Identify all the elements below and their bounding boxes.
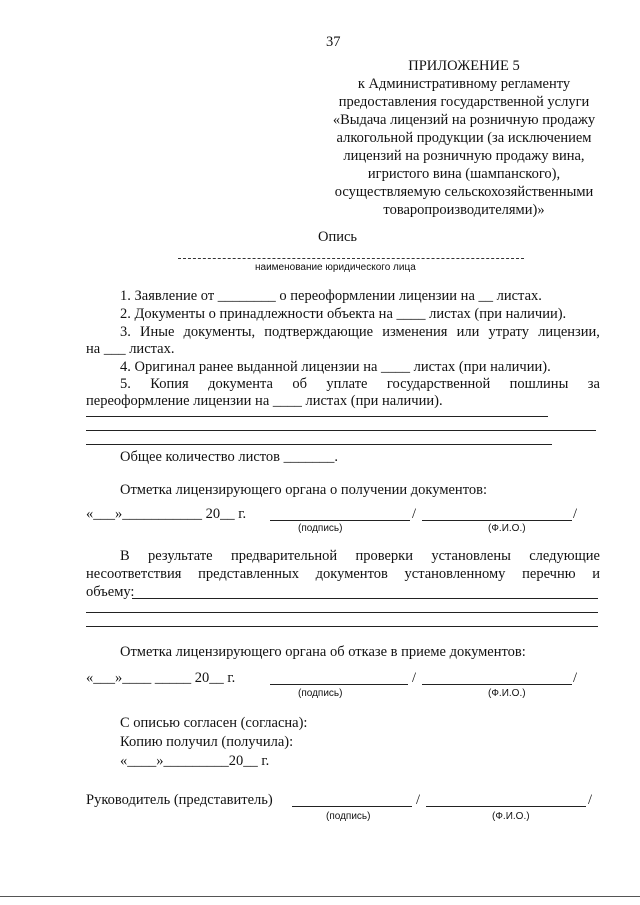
appendix-line: алкогольной продукции (за исключением — [336, 130, 592, 146]
check-line-2: несоответствия представленных документов установленному перечню и — [86, 566, 600, 582]
refusal-fio-caption: (Ф.И.О.) — [488, 688, 526, 699]
mismatch-line[interactable] — [86, 626, 598, 627]
head-label: Руководитель (представитель) — [86, 792, 273, 808]
item-4: 4. Оригинал ранее выданной лицензии на ____ листах (при наличии). — [120, 359, 551, 375]
head-end-slash: / — [588, 792, 593, 808]
receipt-date: «___»___________ 20__ г. — [86, 506, 247, 522]
item-5: 5. Копия документа об уплате государственной пошлины за — [120, 376, 600, 392]
mismatch-line[interactable] — [132, 598, 598, 599]
head-slash: / — [416, 792, 421, 808]
copy-received-text: Копию получил (получила): — [120, 734, 294, 750]
head-fio-caption: (Ф.И.О.) — [492, 811, 530, 822]
appendix-line: игристого вина (шампанского), — [367, 166, 561, 182]
receipt-end-slash: / — [573, 506, 578, 522]
appendix-line: предоставления государственной услуги — [338, 94, 590, 110]
appendix-line: к Административному регламенту — [357, 76, 571, 92]
item-5-continuation: переоформление лицензии на ____ листах (при наличии). — [86, 393, 443, 409]
head-signature-line[interactable] — [292, 806, 412, 807]
appendix-line: лицензий на розничную продажу вина, — [343, 148, 585, 164]
receipt-signature-line[interactable] — [270, 520, 410, 521]
item-3: 3. Иные документы, подтверждающие изменения или утрату лицензии, — [120, 324, 600, 340]
receipt-fio-caption: (Ф.И.О.) — [488, 523, 526, 534]
receipt-signature-caption: (подпись) — [298, 523, 343, 534]
head-fio-line[interactable] — [426, 806, 586, 807]
appendix-header — [318, 57, 610, 219]
item-1: 1. Заявление от ________ о переоформлении лицензии на __ листах. — [120, 288, 542, 304]
agreement-text: С описью согласен (согласна): — [120, 715, 308, 731]
refusal-signature-line[interactable] — [270, 684, 408, 685]
appendix-line: осуществляемую сельскохозяйственными — [334, 184, 594, 200]
total-sheets: Общее количество листов _______. — [120, 449, 339, 465]
refusal-signature-caption: (подпись) — [298, 688, 343, 699]
mismatch-line[interactable] — [86, 612, 598, 613]
refusal-fio-line[interactable] — [422, 684, 572, 685]
receipt-heading: Отметка лицензирующего органа о получении документов: — [120, 482, 487, 498]
refusal-end-slash: / — [573, 670, 578, 686]
appendix-line: товаропроизводителями)» — [383, 202, 545, 218]
appendix-title: ПРИЛОЖЕНИЕ 5 — [408, 58, 520, 74]
page-bottom-border — [0, 896, 640, 897]
document-title: Опись — [318, 229, 358, 245]
refusal-heading: Отметка лицензирующего органа об отказе в приеме документов: — [120, 644, 526, 660]
appendix-line: «Выдача лицензий на розничную продажу — [332, 112, 596, 128]
blank-line[interactable] — [86, 430, 596, 431]
receipt-slash: / — [412, 506, 417, 522]
blank-line[interactable] — [86, 416, 548, 417]
item-3-continuation: на ___ листах. — [86, 341, 175, 357]
head-signature-caption: (подпись) — [326, 811, 371, 822]
org-name-caption: наименование юридического лица — [255, 262, 416, 273]
check-line-1: В результате предварительной проверки установлены следующие — [120, 548, 600, 564]
receipt-fio-line[interactable] — [422, 520, 572, 521]
org-name-line[interactable] — [178, 258, 524, 259]
page-number: 37 — [326, 34, 341, 50]
blank-line[interactable] — [86, 444, 552, 445]
check-line-3: объему: — [86, 584, 135, 600]
refusal-slash: / — [412, 670, 417, 686]
item-2: 2. Документы о принадлежности объекта на ____ листах (при наличии). — [120, 306, 567, 322]
refusal-date: «___»____ _____ 20__ г. — [86, 670, 236, 686]
agreement-date: «____»_________20__ г. — [120, 753, 270, 769]
